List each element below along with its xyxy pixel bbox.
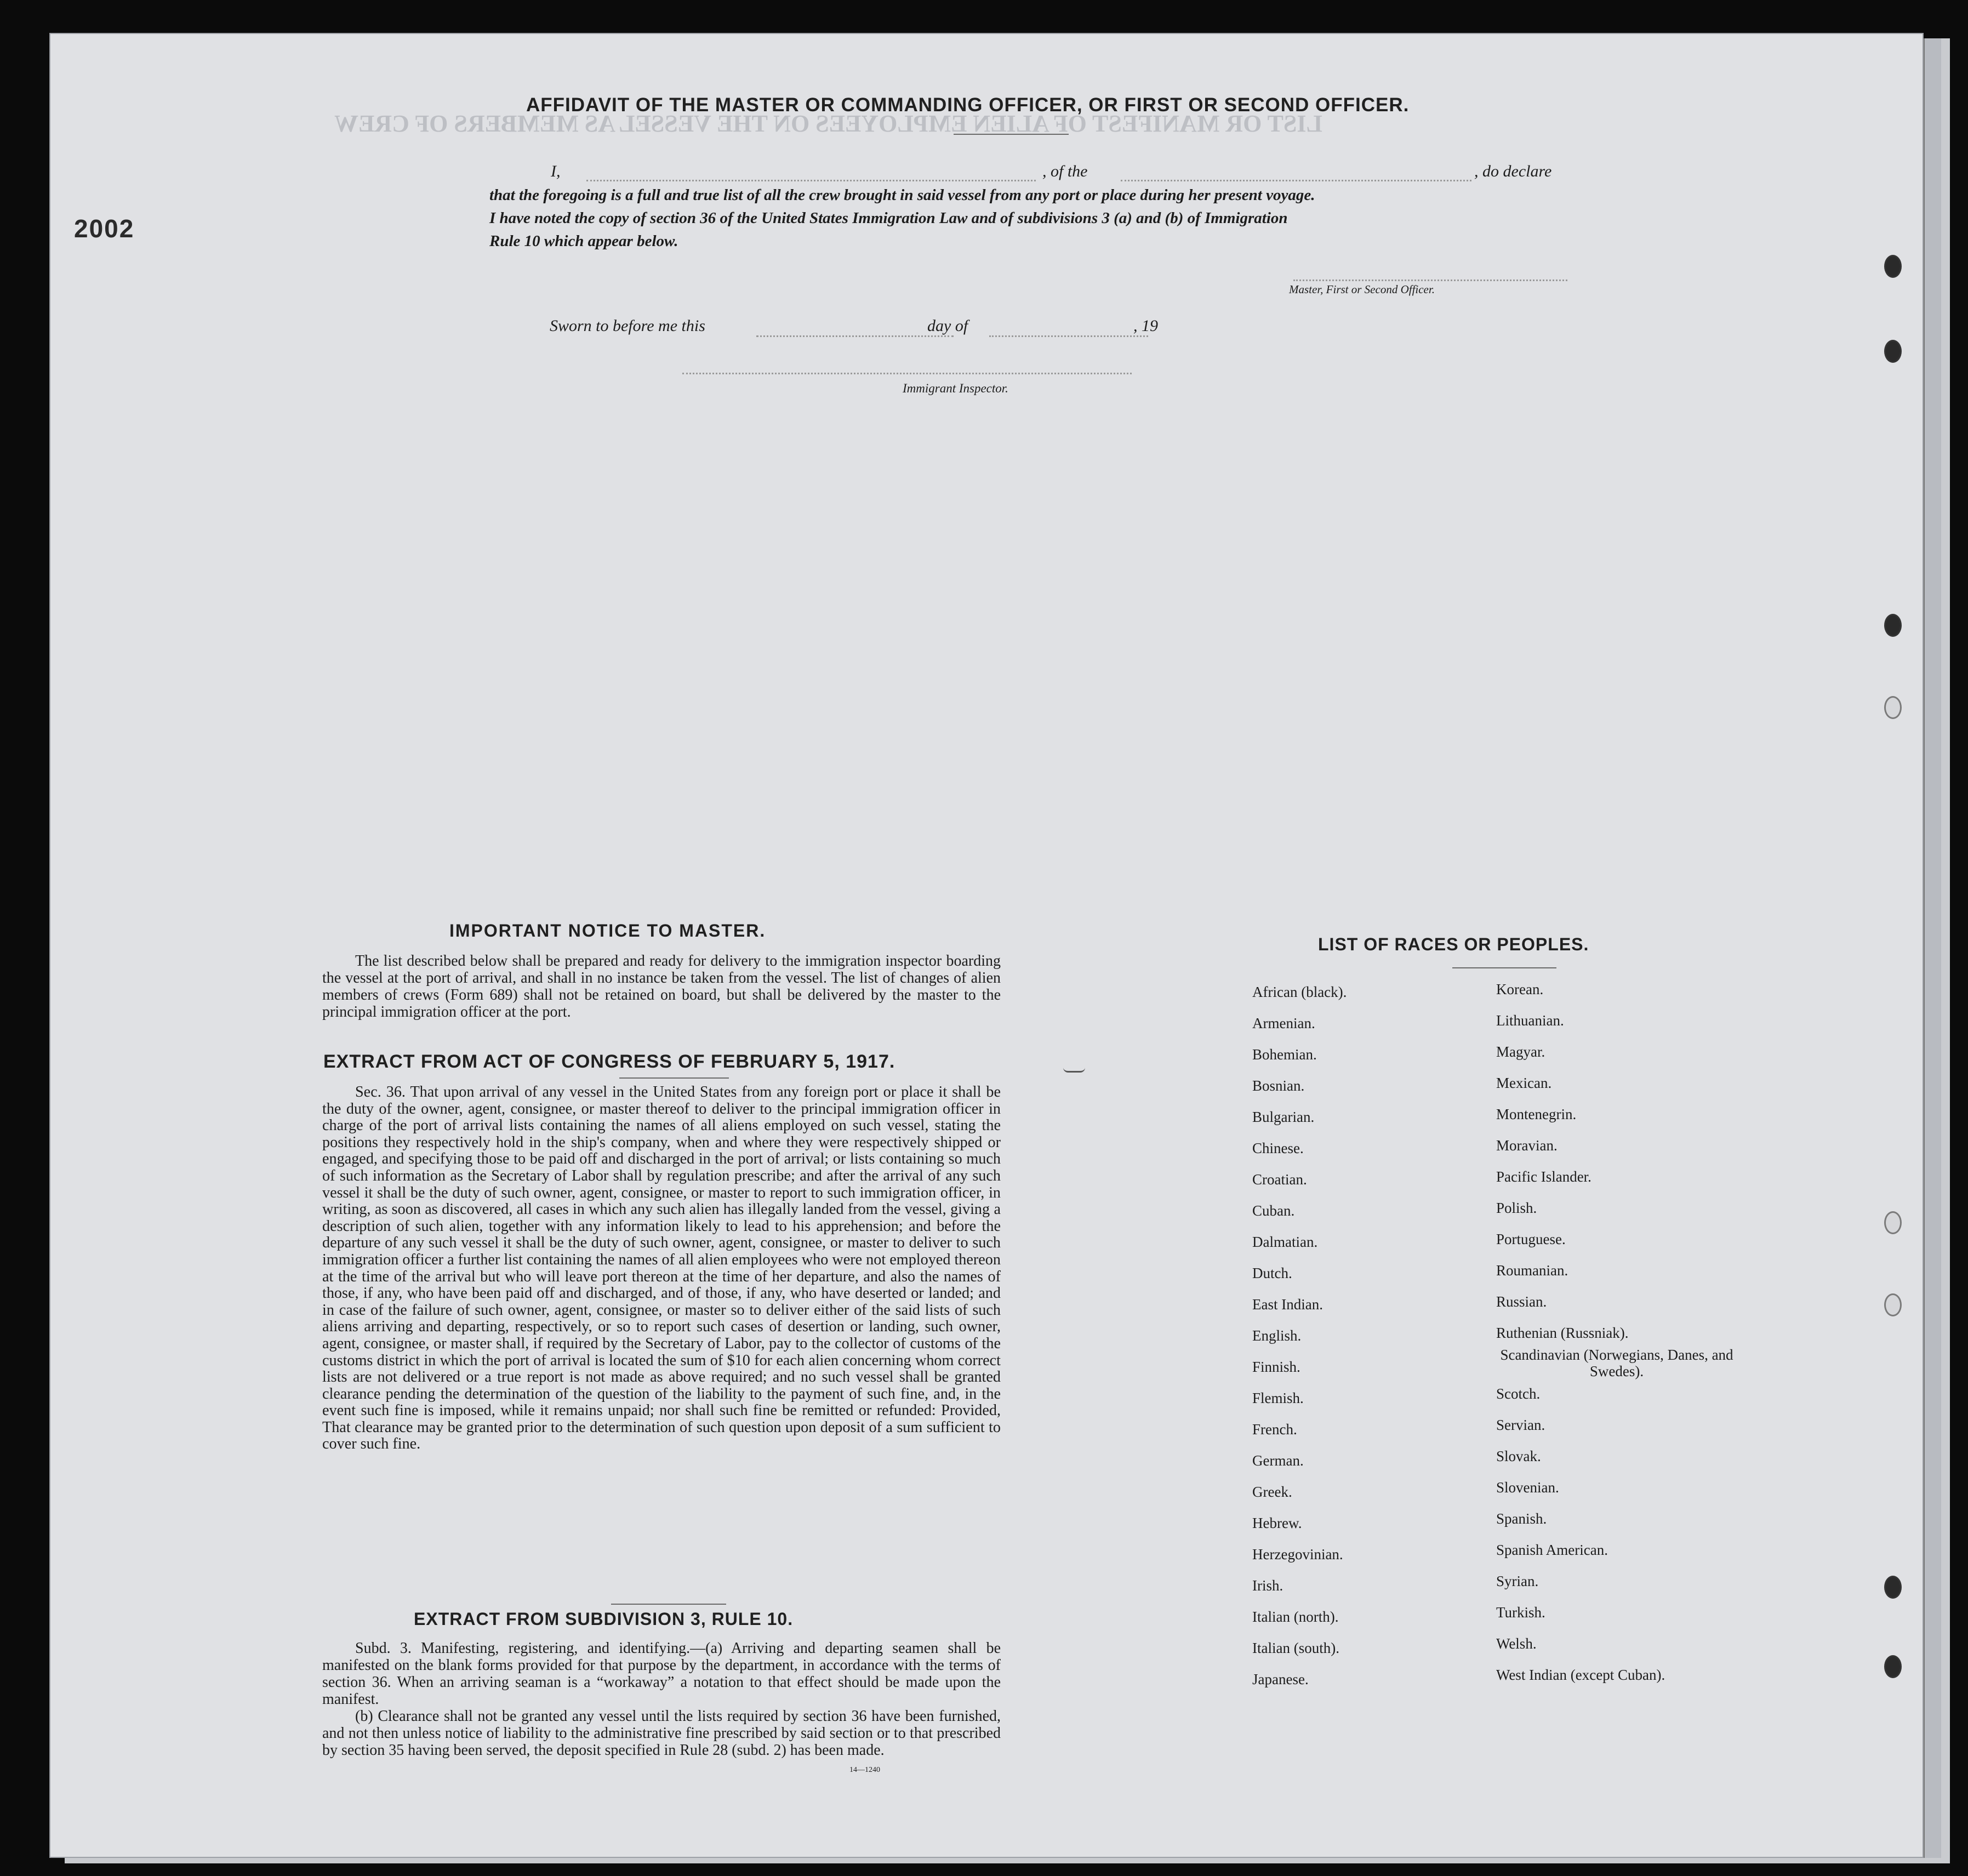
race-item: Russian.: [1496, 1293, 1547, 1310]
affidavit-declare: , do declare: [1474, 162, 1552, 180]
binding-edge: [1924, 38, 1941, 1858]
race-item: Slovenian.: [1496, 1479, 1559, 1496]
race-item: Spanish American.: [1496, 1542, 1608, 1558]
bleed-through-rows: [279, 427, 943, 470]
race-item: Cuban.: [1252, 1202, 1295, 1219]
race-item: English.: [1252, 1327, 1302, 1344]
act-title: EXTRACT FROM ACT OF CONGRESS OF FEBRUARY 5, 1917.: [323, 1051, 895, 1072]
race-item: Turkish.: [1496, 1604, 1545, 1621]
race-item: Hebrew.: [1252, 1515, 1302, 1531]
title-divider: [954, 134, 1069, 135]
inspector-signature-line: [682, 373, 1132, 374]
race-item: German.: [1252, 1452, 1304, 1469]
race-item: Moravian.: [1496, 1137, 1558, 1154]
name-blank: [586, 180, 1036, 181]
binder-hole: [1884, 255, 1902, 278]
sworn-day-of: day of: [927, 317, 968, 335]
race-item: Greek.: [1252, 1484, 1292, 1500]
race-item: Scotch.: [1496, 1385, 1541, 1402]
race-item: Magyar.: [1496, 1044, 1545, 1060]
race-item: Scandinavian (Norwegians, Danes, and Swedes).: [1500, 1347, 1733, 1379]
race-item: Korean.: [1496, 981, 1544, 997]
sworn-year: , 19: [1133, 317, 1158, 335]
master-signature-line: [1293, 280, 1567, 281]
act-body: Sec. 36. That upon arrival of any vessel in the United States from any foreign port or place it shall be the duty of the owner, agent, consignee, or master thereof to deliver to the principal immigration officer in charge of the port of arrival lists containing the names of all aliens employed on such vessel, stating the positions they respectively hold in the ship's company, when and where they were respectively shipped or engaged, and specifying those to be paid off and discharged in the port of arrival; or lists containing so much of such information as the Secretary of Labor shall by regulation prescribe; and after the arrival of any such vessel it shall be the duty of such owner, agent, consignee, or master to report to such immigration officer, in writing, as soon as discovered, all cases in which any such alien has illegally landed from the vessel, giving a description of such alien, together with any information likely to lead to his apprehension; and before the departure of any such vessel it shall be the duty of such owner, agent, consignee, or master to deliver to such immigration officer a further list containing the names of all alien employees who were not employed thereon at the time of the arrival but who will leave port thereon at the time of her departure, and also the names of those, if any, who have been paid off and discharged, and of those, if any, who have deserted or landed; and in case of the failure of such owner, agent, consignee, or master so to deliver either of the said lists of such aliens arriving and departing, respectively, or so to report such cases of desertion or landing, such owner, agent, consignee, or master shall, if required by the Secretary of Labor, pay to the collector of customs of the customs district in which the port of arrival is located the sum of $10 for each alien concerning whom correct lists are not delivered or a true report is not made as above required; and no such vessel shall be granted clearance pending the determination of the question of the liability to the payment of such fine, and, in the event such fine is imposed, while it remains unpaid; nor shall such fine be remitted or refunded: Provided, That clearance may be granted prior to the determination of such question upon deposit of a sum sufficient to cover such fine.: [322, 1084, 1001, 1453]
affidavit-title: AFFIDAVIT OF THE MASTER OR COMMANDING OFFICER, OR FIRST OR SECOND OFFICER.: [526, 94, 1410, 116]
affidavit-i: I,: [551, 162, 561, 180]
inspector-label: Immigrant Inspector.: [903, 381, 1008, 395]
race-item: French.: [1252, 1421, 1297, 1438]
race-item: Dalmatian.: [1252, 1234, 1318, 1250]
affidavit-line-4: Rule 10 which appear below.: [489, 232, 678, 250]
binder-hole: [1884, 1293, 1902, 1316]
pencil-mark: [1063, 1068, 1085, 1073]
race-item: Pacific Islander.: [1496, 1168, 1591, 1185]
race-item: Japanese.: [1252, 1671, 1309, 1687]
notice-title: IMPORTANT NOTICE TO MASTER.: [449, 921, 766, 940]
affidavit-line-3: I have noted the copy of section 36 of the United States Immigration Law and of subdivisions 3 (a) and (b) of Immigration: [489, 209, 1288, 227]
form-number: 14—1240: [849, 1766, 880, 1774]
race-item: Servian.: [1496, 1417, 1545, 1433]
binder-hole: [1884, 1655, 1902, 1678]
race-item: Herzegovinian.: [1252, 1546, 1343, 1563]
race-item: African (black).: [1252, 984, 1347, 1000]
day-blank: [756, 335, 954, 337]
affidavit-line-2: that the foregoing is a full and true list of all the crew brought in said vessel from any port or place during her present voyage.: [489, 186, 1315, 204]
races-title: LIST OF RACES OR PEOPLES.: [1318, 934, 1589, 954]
race-item: Portuguese.: [1496, 1231, 1566, 1247]
document-page: [49, 33, 1924, 1858]
race-item: Welsh.: [1496, 1635, 1537, 1652]
race-item: Bosnian.: [1252, 1077, 1305, 1094]
notice-body: The list described below shall be prepared and ready for delivery to the immigration inspector boarding the vessel at the port of arrival, and shall in no instance be taken from the vessel. The list of changes of alien members of crews (Form 689) shall not be retained on board, but shall be delivered by the master to the principal immigration officer at the port.: [322, 953, 1001, 1020]
race-item: Finnish.: [1252, 1359, 1300, 1375]
race-item: Lithuanian.: [1496, 1012, 1564, 1029]
rule-body-b: (b) Clearance shall not be granted any vessel until the lists required by section 36 have been furnished, and not then unless notice of liability to the administrative fine prescribed by said section or to that prescribed by section 35 having been served, the deposit specified in Rule 28 (subd. 2) has been made.: [322, 1708, 1001, 1759]
sworn-text: Sworn to before me this: [550, 317, 705, 335]
race-item: Slovak.: [1496, 1448, 1541, 1464]
races-divider: [1452, 967, 1556, 968]
rule-divider: [611, 1604, 726, 1605]
race-item: Syrian.: [1496, 1573, 1539, 1589]
binder-hole: [1884, 696, 1902, 719]
binder-hole: [1884, 1211, 1902, 1234]
race-item: Croatian.: [1252, 1171, 1307, 1188]
race-item: Armenian.: [1252, 1015, 1315, 1031]
race-item: Irish.: [1252, 1577, 1284, 1594]
vessel-blank: [1121, 180, 1471, 181]
race-item: Montenegrin.: [1496, 1106, 1577, 1122]
race-item: Italian (north).: [1252, 1609, 1339, 1625]
race-item: Ruthenian (Russniak).: [1496, 1325, 1629, 1341]
race-item: Roumanian.: [1496, 1262, 1568, 1279]
race-item: Dutch.: [1252, 1265, 1292, 1281]
race-item: Bulgarian.: [1252, 1109, 1315, 1125]
race-item: Bohemian.: [1252, 1046, 1317, 1063]
race-item: East Indian.: [1252, 1296, 1323, 1313]
master-signature-label: Master, First or Second Officer.: [1289, 283, 1435, 296]
race-item: Spanish.: [1496, 1510, 1547, 1527]
race-item: West Indian (except Cuban).: [1496, 1667, 1665, 1683]
binder-hole: [1884, 340, 1902, 363]
race-item: Chinese.: [1252, 1140, 1304, 1156]
affidavit-of-the: , of the: [1042, 162, 1088, 180]
bleed-through-heading: LIST OR MANIFEST OF ALIEN EMPLOYEES ON THE VESSEL AS MEMBERS OF CREW: [334, 110, 1322, 137]
stamp-number: 2002: [74, 214, 135, 243]
race-item: Italian (south).: [1252, 1640, 1339, 1656]
race-item: Flemish.: [1252, 1390, 1304, 1406]
rule-body-a: Subd. 3. Manifesting, registering, and identifying.—(a) Arriving and departing seamen shall be manifested on the blank forms provided for that purpose by the department, in accordance with the terms of section 36. When an arriving seaman is a “workaway” a notation to that effect should be made upon the manifest.: [322, 1640, 1001, 1708]
binder-hole: [1884, 614, 1902, 637]
race-item: Mexican.: [1496, 1075, 1552, 1091]
rule-title: EXTRACT FROM SUBDIVISION 3, RULE 10.: [414, 1609, 794, 1629]
race-item: Polish.: [1496, 1200, 1537, 1216]
month-blank: [989, 335, 1148, 337]
binder-hole: [1884, 1576, 1902, 1599]
act-divider: [619, 1077, 729, 1079]
